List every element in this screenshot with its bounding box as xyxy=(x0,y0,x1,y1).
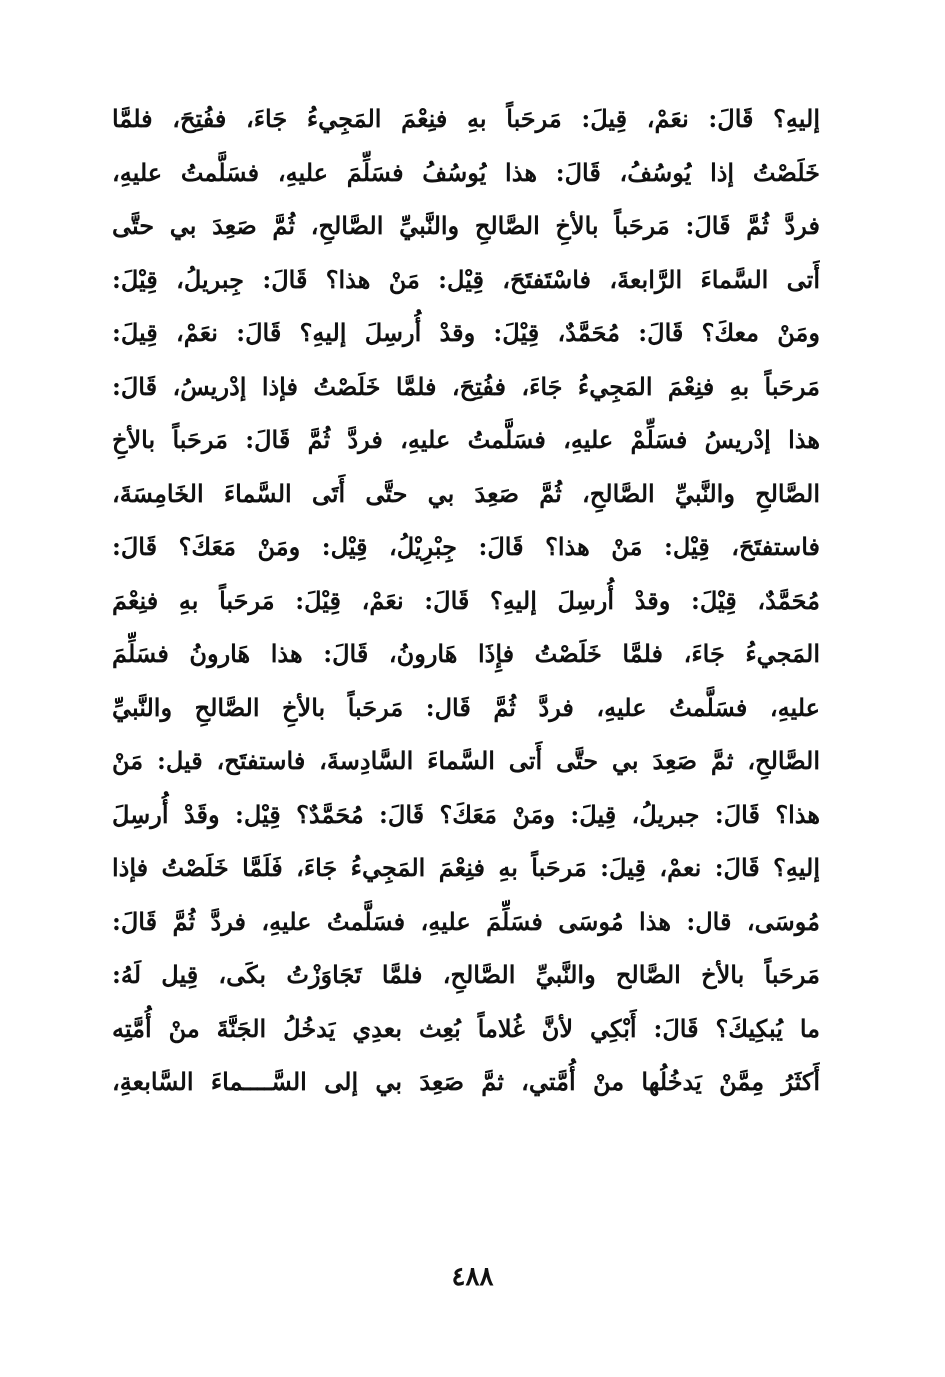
text-line: الصَّالحِ، ثمَّ صَعِدَ بي حتَّى أَتى السَّماءَ السَّادِسةَ، فاستفتَح، قيل: مَنْ xyxy=(112,746,820,775)
text-line: إليهِ؟ قَالَ: نعَمْ، قِيلَ: مَرحَباً بهِ فنِعْمَ المَجِيءُ جَاءَ، ففُتِحَ، فلمَّا xyxy=(112,104,820,133)
body-text xyxy=(112,92,820,1109)
text-line: أَتى السَّماءَ الرَّابعةَ، فاسْتَفتَحَ، قِيْل: مَنْ هذا؟ قَالَ: جِبريلُ، قِيْلَ: xyxy=(112,264,820,294)
text-line: فاستفتَحَ، قِيْل: مَنْ هذا؟ قَالَ: جِبْرِيْلُ، قِيْل: ومَنْ مَعَكَ؟ قَالَ: xyxy=(112,532,820,561)
text-line: إليهِ؟ قَالَ: نعمْ، قِيلَ: مَرحَباً بهِ فنِعْمَ المَجِيءُ جَاءَ، فَلَمَّا خَلَصْتُ فإذا xyxy=(112,853,820,882)
text-line: المَجيءُ جَاءَ، فلمَّا خَلَصْتُ فإِذَا هَارونُ، قَالَ: هذا هَارونُ فسَلِّمَ xyxy=(112,639,820,668)
text-line: ما يُبكِيكَ؟ قَالَ: أَبْكِي لأنَّ غُلاماً بُعِث بعدِي يَدخُلُ الجَنَّةَ منْ أُمَّتِه xyxy=(112,1013,820,1043)
page-number: ٤٨٨ xyxy=(451,1262,494,1292)
text-line: ومَنْ معكَ؟ قَالَ: مُحَمَّدٌ، قِيْلَ: وقدْ أُرسِلَ إليهِ؟ قَالَ: نعَمْ، قِيلَ: xyxy=(112,318,820,347)
text-line: مَرحَباً بهِ فنِعْمَ المَجِيءُ جَاءَ، ففُتِحَ، فلمَّا خَلَصْتُ فإذا إدْريسُ، قَالَ: xyxy=(112,371,820,401)
text-line: مَرحَباً بالأخ الصَّالح والنَّبيِّ الصَّالحِ، فلمَّا تَجَاوَزْتُ بكَى، قِيل لَهُ: xyxy=(112,960,820,989)
text-line: الصَّالحِ والنَّبيِّ الصَّالحِ، ثُمَّ صَعِدَ بي حتَّى أَتَى السَّماءَ الخَامِسَةَ، xyxy=(112,478,820,508)
text-line: عليهِ، فسَلَّمتُ عليهِ، فردَّ ثُمَّ قَال: مَرحَباً بالأخِ الصَّالحِ والنَّبيِّ xyxy=(112,692,820,722)
text-line: هذا إدْريسُ فسَلِّمْ عليهِ، فسَلَّمتُ عليهِ، فردَّ ثُمَّ قَالَ: مَرحَباً بالأخِ xyxy=(112,425,820,454)
text-line: خَلَصْتُ إذا يُوسُفُ، قَالَ: هذا يُوسُفُ فسَلِّمَ عليهِ، فسَلَّمتُ عليهِ، xyxy=(112,157,820,187)
text-line: أَكثَرُ مِمَّنْ يَدخُلُها منْ أُمَّتي، ثمَّ صَعِدَ بي إلى السَّــــماءَ السَّابعةِ، xyxy=(112,1067,820,1096)
text-line: فردَّ ثُمَّ قَالَ: مَرحَباً بالأخِ الصَّالحِ والنَّبيِّ الصَّالحِ، ثُمَّ صَعِدَ بي حتَّى xyxy=(112,211,820,240)
text-line: مُوسَى، قال: هذا مُوسَى فسَلِّمَ عليهِ، فسَلَّمتُ عليهِ، فردَّ ثُمَّ قَالَ: xyxy=(112,906,820,936)
text-line: هذا؟ قَالَ: جبريلُ، قِيلَ: ومَنْ مَعَكَ؟ قَالَ: مُحَمَّدٌ؟ قِيْل: وقَدْ أُرسِلَ xyxy=(112,799,820,829)
text-line: مُحَمَّدٌ، قِيْلَ: وقدْ أُرسِلَ إليهِ؟ قَالَ: نعَمْ، قِيْلَ: مَرحَباً بهِ فنِعْمَ xyxy=(112,585,820,615)
